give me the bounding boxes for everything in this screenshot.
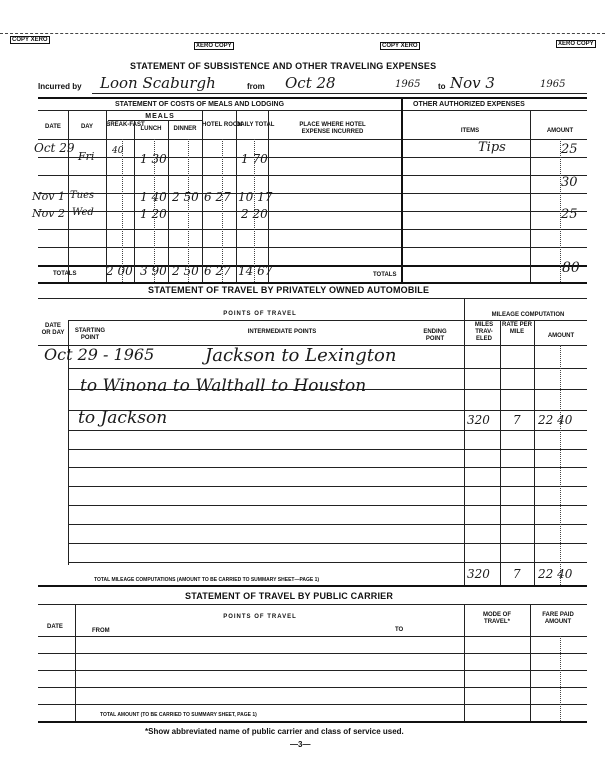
traveler-name: Loon Scaburgh — [100, 74, 216, 92]
auto-col-intermediate: INTERMEDIATE POINTS — [247, 329, 317, 335]
row-rule — [38, 193, 587, 194]
col-amount-header: AMOUNT — [546, 128, 574, 134]
auto-col-miles: MILES TRAV-ELED — [474, 322, 494, 342]
cents-rule — [222, 139, 223, 282]
to-date: Nov 3 — [450, 74, 495, 92]
mileage-rule — [464, 320, 587, 321]
row-rule — [38, 211, 587, 212]
total-daily: 14 67 — [238, 264, 273, 278]
col-rule — [68, 110, 69, 282]
cents-rule — [188, 139, 189, 282]
carrier-col-date: DATE — [47, 624, 63, 630]
row-rule — [38, 247, 587, 248]
row-rule — [68, 449, 587, 450]
carrier-section-title: STATEMENT OF TRAVEL BY PUBLIC CARRIER — [185, 591, 394, 601]
auto-col-starting: STARTING POINT — [74, 328, 106, 341]
auto-col-amount: AMOUNT — [547, 333, 575, 339]
col-place-header: PLACE WHERE HOTEL EXPENSE INCURRED — [299, 122, 366, 135]
auto-total-rate: 7 — [513, 567, 521, 581]
other-amount: 25 — [561, 207, 578, 222]
copy-edge — [0, 33, 605, 34]
other-amount: 30 — [561, 175, 578, 190]
total-lunch: 3 90 — [140, 264, 167, 278]
footnote: *Show abbreviated name of public carrier and class of service used. — [145, 727, 404, 736]
auto-total-miles: 320 — [467, 567, 490, 581]
meal-row-hotel: 6 27 — [204, 190, 231, 204]
col-rule — [500, 320, 501, 585]
auto-section-title: STATEMENT OF TRAVEL BY PRIVATELY OWNED AUTOMOBILE — [148, 285, 430, 295]
col-rule — [530, 110, 531, 282]
auto-line-date: Oct 29 - 1965 — [44, 345, 155, 364]
cents-rule — [560, 636, 561, 721]
col-items-header: ITEMS — [460, 128, 480, 134]
col-rule — [134, 120, 135, 282]
total-breakfast: 2 00 — [106, 264, 133, 278]
to-label: to — [438, 82, 446, 91]
row-rule — [68, 368, 587, 369]
meals-section-title: STATEMENT OF COSTS OF MEALS AND LODGING — [115, 101, 285, 108]
total-hotel: 6 27 — [204, 264, 231, 278]
carrier-header-rule — [38, 636, 587, 637]
meal-row-breakfast: 40 — [112, 146, 124, 156]
carrier-title-rule — [38, 604, 587, 605]
form-title: STATEMENT OF SUBSISTENCE AND OTHER TRAVELING EXPENSES — [130, 61, 437, 71]
other-expenses-title: OTHER AUTHORIZED EXPENSES — [413, 101, 525, 108]
col-rule — [106, 110, 107, 282]
row-rule — [68, 430, 587, 431]
row-rule — [38, 704, 587, 705]
cents-rule — [122, 139, 123, 282]
meals-group-rule — [108, 120, 202, 121]
col-rule — [202, 110, 203, 282]
row-rule — [68, 562, 587, 563]
col-date-header: DATE — [45, 124, 61, 130]
cents-rule — [560, 345, 561, 585]
copy-mark: COPY XERO — [12, 37, 48, 43]
totals-label-right: TOTALS — [373, 272, 397, 278]
auto-points-header: POINTS OF TRAVEL — [223, 311, 297, 317]
meals-group-header: MEALS — [145, 113, 175, 120]
auto-line-route: to Winona to Walthall to Houston — [80, 376, 367, 396]
col-rule — [464, 604, 465, 721]
copy-mark: XERO COPY — [558, 41, 594, 47]
auto-points-rule — [68, 320, 464, 321]
meal-row-date: Nov 1 — [32, 190, 65, 203]
carrier-col-fare: FARE PAID AMOUNT — [542, 612, 574, 625]
meal-row-date: Nov 2 — [32, 207, 65, 220]
auto-col-rate: RATE PER MILE — [502, 322, 532, 335]
incurred-underline — [92, 93, 587, 94]
col-rule — [530, 604, 531, 721]
section-divider — [401, 97, 403, 282]
auto-line-route: to Jackson — [78, 408, 168, 428]
meal-row-daily: 2 20 — [241, 207, 268, 221]
copy-mark: COPY XERO — [382, 43, 418, 49]
meals-bottom-border — [38, 282, 587, 284]
from-date: Oct 28 — [285, 74, 336, 92]
auto-col-date: DATE OR DAY — [41, 323, 65, 336]
carrier-bottom-border — [38, 721, 587, 723]
carrier-points-header: POINTS OF TRAVEL — [223, 614, 297, 620]
auto-bottom-border — [38, 585, 587, 587]
meals-top-border — [38, 97, 587, 99]
auto-title-rule — [38, 298, 587, 299]
auto-total-label: TOTAL MILEAGE COMPUTATIONS (AMOUNT TO BE CARRIED TO SUMMARY SHEET—PAGE 1) — [94, 577, 320, 583]
auto-line-amount: 22 40 — [538, 413, 573, 427]
row-rule — [38, 687, 587, 688]
col-lunch-header: LUNCH — [140, 126, 162, 132]
meal-row-day: Tues — [70, 190, 95, 201]
row-rule — [38, 229, 587, 230]
col-rule — [75, 604, 76, 721]
total-other-amount: 80 — [562, 260, 580, 276]
row-rule — [68, 467, 587, 468]
total-dinner: 2 50 — [172, 264, 199, 278]
meal-row-date: Oct 29 — [34, 141, 75, 155]
auto-total-amount: 22 40 — [538, 567, 573, 581]
row-rule — [68, 486, 587, 487]
other-amount: 25 — [561, 142, 578, 157]
other-item: Tips — [478, 140, 506, 155]
auto-line-rate: 7 — [513, 413, 521, 427]
row-rule — [68, 505, 587, 506]
col-rule — [464, 298, 465, 585]
auto-line-route: Jackson to Lexington — [205, 345, 397, 366]
meal-row-lunch: 1 20 — [140, 207, 167, 221]
carrier-to-label: TO — [395, 627, 404, 633]
meal-row-day: Wed — [72, 207, 94, 218]
to-year: 1965 — [540, 79, 566, 90]
carrier-total-label: TOTAL AMOUNT (TO BE CARRIED TO SUMMARY SHEET, PAGE 1) — [100, 712, 257, 718]
from-label: from — [247, 82, 265, 91]
row-rule — [38, 670, 587, 671]
meal-row-lunch: 1 30 — [140, 152, 167, 166]
mileage-header: MILEAGE COMPUTATION — [491, 312, 565, 318]
col-hotel-header: HOTEL ROOM — [202, 122, 243, 128]
col-dinner-header: DINNER — [173, 126, 197, 132]
row-rule — [68, 524, 587, 525]
auto-line-miles: 320 — [467, 413, 490, 427]
col-rule — [236, 110, 237, 282]
auto-col-ending: ENDING POINT — [423, 329, 447, 342]
col-daily-header: DAILY TOTAL — [236, 122, 275, 128]
page-number: —3— — [290, 740, 311, 749]
meal-row-lunch: 1 40 — [140, 190, 167, 204]
meals-title-rule — [38, 110, 587, 111]
meal-row-daily: 1 70 — [241, 152, 268, 166]
from-year: 1965 — [395, 79, 421, 90]
totals-label: TOTALS — [53, 271, 77, 277]
meal-row-day: Fri — [78, 150, 95, 163]
row-rule — [38, 175, 587, 176]
meal-row-daily: 10 17 — [238, 190, 273, 204]
col-rule — [534, 320, 535, 585]
row-rule — [38, 653, 587, 654]
copy-mark: XERO COPY — [196, 43, 232, 49]
row-rule — [38, 157, 587, 158]
row-rule — [68, 543, 587, 544]
col-day-header: DAY — [80, 124, 94, 130]
incurred-label: Incurred by — [38, 82, 82, 91]
col-breakfast-header: BREAK-FAST — [106, 122, 145, 128]
carrier-col-mode: MODE OF TRAVEL* — [483, 612, 511, 625]
col-rule — [168, 120, 169, 282]
carrier-from-label: FROM — [92, 628, 110, 634]
meal-row-dinner: 2 50 — [172, 190, 199, 204]
